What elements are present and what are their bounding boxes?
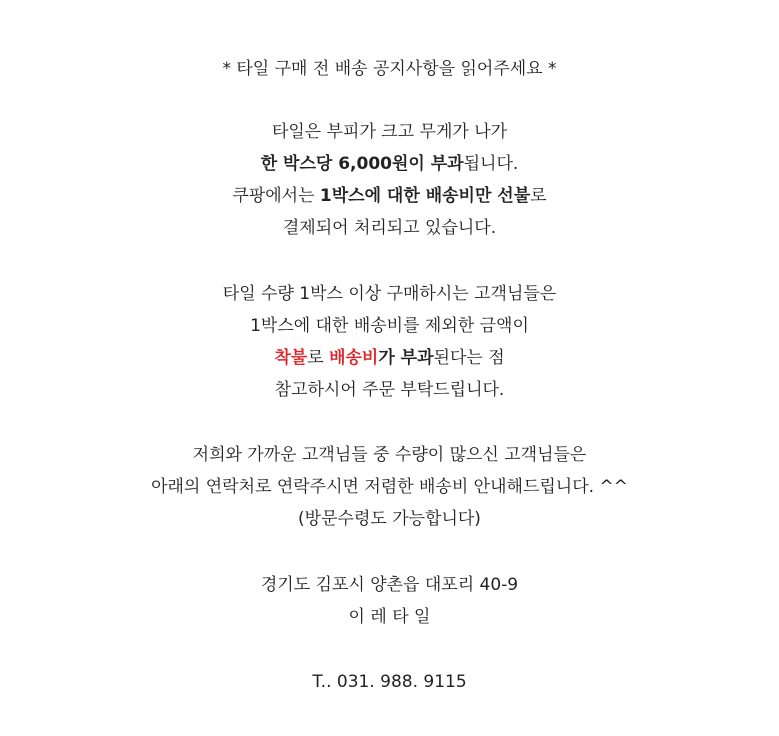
coupang-text: 쿠팡에서는	[232, 186, 320, 206]
address-line: 경기도 김포시 양촌읍 대포리 40-9	[260, 575, 519, 595]
paragraph3-line1: 저희와 가까운 고객님들 중 수량이 많으신 고객님들은	[192, 445, 587, 465]
phone-number: T.. 031. 988. 9115	[312, 672, 467, 692]
paragraph3-line3: (방문수령도 가능합니다)	[298, 509, 481, 529]
cod-text: 착불	[274, 348, 308, 368]
paragraph2-line4: 참고하시어 주문 부탁드립니다.	[274, 380, 505, 400]
fee-suffix-text: 됩니다.	[463, 154, 519, 174]
paragraph2-line3	[0, 347, 779, 369]
fee-per-box-text: 한 박스당 6,000원이 부과	[260, 154, 464, 174]
shipping-fee-text: 배송비	[329, 348, 379, 368]
paragraph2-line1: 타일 수량 1박스 이상 구매하시는 고객님들은	[222, 284, 557, 304]
paragraph1-line4: 결제되어 처리되고 있습니다.	[282, 218, 497, 238]
notice-heading: * 타일 구매 전 배송 공지사항을 읽어주세요 *	[222, 59, 557, 79]
prepaid-suffix-text: 로	[530, 186, 547, 206]
paragraph1-line2	[0, 153, 779, 175]
paragraph3-line2: 아래의 연락처로 연락주시면 저렴한 배송비 안내해드립니다. ^^	[151, 477, 628, 497]
paragraph1-line1: 타일은 부피가 크고 무게가 나가	[271, 122, 508, 142]
cod-suffix-text: 로	[307, 348, 330, 368]
prepaid-text: 1박스에 대한 배송비만 선불	[319, 186, 531, 206]
company-name: 이 레 타 일	[348, 607, 431, 627]
paragraph2-line2: 1박스에 대한 배송비를 제외한 금액이	[250, 316, 529, 336]
charged-suffix-text: 된다는 점	[433, 348, 505, 368]
charged-text: 가 부과	[378, 348, 434, 368]
paragraph1-line3	[0, 185, 779, 207]
